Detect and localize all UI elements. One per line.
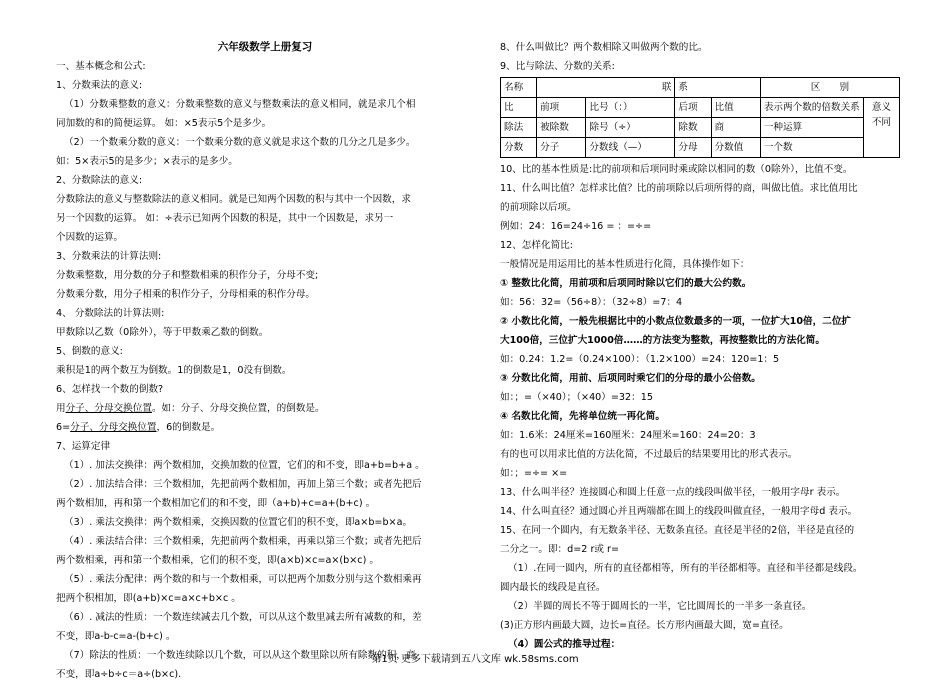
subheading: 3、分数乘法的计算法则: [56, 251, 162, 262]
table-cell: 分数 [501, 138, 537, 158]
text-line: 一般情况是用运用比的基本性质进行化简，具体操作如下： [500, 259, 750, 270]
table-cell: 后项 [675, 98, 711, 118]
text-line: （1）分数乘整数的意义：分数乘整数的意义与整数乘法的意义相同，就是求几个相 [64, 99, 416, 110]
text-line: （5）. 乘法分配律：两个数的和与一个数相乘，可以把两个加数分别与这个数相乘再 [64, 574, 422, 585]
text-line: 13、什么叫半径？连接圆心和圆上任意一点的线段叫做半径，一般用字母r 表示。 [500, 487, 846, 498]
bold-rule: 大100倍，三位扩大1000倍……的方法变为整数，再按整数比的方法化简。 [500, 335, 825, 346]
bold-rule: ③ 分数比化简，用前、后项同时乘它们的分母的最小公倍数。 [500, 373, 761, 384]
table-cell: 比值 [711, 98, 760, 118]
subheading: 6、怎样找一个数的倒数? [56, 384, 164, 395]
text-line: 9、比与除法、分数的关系: [500, 61, 615, 72]
text-line: 8、什么叫做比？两个数相除又叫做两个数的比。 [500, 42, 708, 53]
table-cell: 除法 [501, 118, 537, 138]
table-row [501, 118, 900, 138]
text-line: 15、在同一个圆内，有无数条半径、无数条直径。直径是半径的2倍，半径是直径的 [500, 525, 855, 536]
text-line: （2）. 加法结合律：三个数相加，先把前两个数相加，再加上第三个数；或者先把后 [64, 479, 422, 490]
left-column [56, 38, 474, 684]
text-line: 分数乘整数，用分数的分子和整数相乘的积作分子，分母不变; [56, 270, 319, 281]
text-line: 二分之一。即：d=2 r或 r= [500, 544, 620, 555]
text-line: 不变，即a÷b÷c＝a÷(b×c). [56, 669, 182, 680]
subheading: 12、怎样化简比: [500, 240, 574, 251]
right-column [500, 38, 904, 654]
text-line: （3）. 乘法交换律：两个数相乘，交换因数的位置它们的积不变，即a×b=b×a。 [64, 517, 413, 528]
text-line: 个因数的运算。 [56, 232, 124, 243]
subheading: 5、倒数的意义: [56, 346, 123, 357]
underlined-phrase: 分子、分母交换位置 [70, 422, 157, 433]
text-line: (3)正方形内画最大圆，边长=直径。长方形内画最大圆，宽=直径。 [500, 620, 789, 631]
bold-rule: （4）圆公式的推导过程： [508, 639, 621, 650]
table-cell: 前项 [537, 98, 586, 118]
text-line: 两个数相乘，再和第一个数相乘，它们的积不变，即(a×b)×c=a×(b×c) 。 [56, 555, 379, 566]
subheading: 1、分数乘法的意义: [56, 80, 143, 91]
section-heading: 一、基本概念和公式: [56, 61, 146, 72]
comparison-table [500, 77, 900, 158]
bold-rule: ① 整数比化简，用前项和后项同时除以它们的最大公约数。 [500, 278, 752, 289]
text-line: 如：5×表示5的是多少；×表示的是多少。 [56, 156, 238, 167]
text-line: 不变，即a-b-c=a-(b+c) 。 [56, 631, 176, 642]
table-cell: 联 [537, 78, 675, 98]
text-line: 11、什么叫比值？怎样求比值？比的前项除以后项所得的商，叫做比值。求比值用比 [500, 183, 858, 194]
text-line: 乘积是1的两个数互为倒数。1的倒数是1，0没有倒数。 [56, 365, 292, 376]
table-cell: 分母 [675, 138, 711, 158]
table-cell: 分数线（—） [586, 138, 675, 158]
table-header-row [501, 78, 900, 98]
table-cell: 一种运算 [760, 118, 863, 138]
text-line: 例如：24：16=24÷16 = ：=÷= [500, 221, 652, 232]
text-line: 把两个积相加，即(a+b)×c=a×c+b×c 。 [56, 593, 241, 604]
table-cell: 一个数 [760, 138, 863, 158]
text-line: 的前项除以后项。 [500, 202, 577, 213]
subheading: 7、运算定律 [56, 441, 111, 452]
text-line: 分数乘分数，用分子相乘的积作分子，分母相乘的积作分母。 [56, 289, 316, 300]
table-row [501, 138, 900, 158]
text-line: （1）. 加法交换律：两个数相加，交换加数的位置，它们的和不变，即a+b=b+a 。 [64, 460, 425, 471]
table-cell: 表示两个数的倍数关系 [760, 98, 863, 118]
table-cell: 除数 [675, 118, 711, 138]
text-line: （1）.在同一圆内，所有的直径都相等，所有的半径都相等。直径和半径都是线段。 [508, 563, 863, 574]
table-cell: 除号（÷） [586, 118, 675, 138]
table-cell: 分子 [537, 138, 586, 158]
text-line: （2）一个数乘分数的意义：一个数乘分数的意义就是求这个数的几分之几是多少。 [64, 137, 416, 148]
table-row [501, 98, 900, 118]
table-cell: 分数值 [711, 138, 760, 158]
bold-rule: ④ 名数比化简，先将单位统一再化简。 [500, 411, 665, 422]
text-line: 6=分子、分母交换位置，6的倒数是。 [56, 422, 221, 433]
text-line: 另一个因数的运算。 如：÷表示已知两个因数的积是，其中一个因数是，求另一 [56, 213, 394, 224]
text-line: （7）除法的性质：一个数连续除以几个数，可以从这个数里除以所有除数的积，商 [64, 650, 416, 661]
text-line: （6）. 减法的性质：一个数连续减去几个数，可以从这个数里减去所有减数的和，差 [64, 612, 422, 623]
text-line: 如：1.6米：24厘米=160厘米：24厘米=160：24=20：3 [500, 430, 756, 441]
text-line: 10、比的基本性质是:比的前项和后项同时乘或除以相同的数（0除外），比值不变。 [500, 164, 853, 175]
text-line: 两个数相加，再和第一个数相加它们的和不变，即（a+b)+c=a+(b+c) 。 [56, 498, 376, 509]
text-line: 如：56：32=（56÷8）：（32÷8）=7：4 [500, 297, 683, 308]
text-line: 14、什么叫直径？通过圆心并且两端都在圆上的线段叫做直径，一般用字母d 表示。 [500, 506, 858, 517]
page-footer: 第1页 更多下载请到五八文库 wk.58sms.com [371, 654, 579, 665]
underlined-phrase: 分子、分母交换位置 [65, 403, 152, 414]
bold-rule: ② 小数比化简，一般先根据比中的小数点位数最多的一项，一位扩大10倍，二位扩 [500, 316, 851, 327]
text-line: 圆内最长的线段是直径。 [500, 582, 606, 593]
text-line: 如：；=÷= ×= [500, 468, 568, 479]
subheading: 4、 分数除法的计算法则: [56, 308, 165, 319]
text-line: 如：0.24：1.2=（0.24×100）：（1.2×100）=24：120=1：5 [500, 354, 780, 365]
text-line: 甲数除以乙数（0除外），等于甲数乘乙数的倒数。 [56, 327, 269, 338]
text-line: （2）半圆的周长不等于圆周长的一半，它比圆周长的一半多一条直径。 [508, 601, 812, 612]
table-cell: 比 [501, 98, 537, 118]
text-line: 分数除法的意义与整数除法的意义相同。就是已知两个因数的积与其中一个因数，求 [56, 194, 411, 205]
text-line: 如：；=（×40）；（×40）=32：15 [500, 392, 653, 403]
table-cell: 比号（：） [586, 98, 675, 118]
subheading: 2、分数除法的意义: [56, 175, 143, 186]
text-line: 用分子、分母交换位置。如：分子、分母交换位置，的倒数是。 [56, 403, 325, 414]
text-line: （4）. 乘法结合律：三个数相乘，先把前两个数相乘，再乘以第三个数；或者先把后 [64, 536, 422, 547]
text-line: 有的也可以用求比值的方法化简，不过最后的结果要用比的形式表示。 [500, 449, 798, 460]
table-cell: 区 别 [760, 78, 899, 98]
page-title: 六年级数学上册复习 [217, 41, 313, 53]
table-cell: 系 [675, 78, 760, 98]
text-line: 同加数的和的简便运算。 如：×5表示5个是多少。 [56, 118, 272, 129]
table-cell: 商 [711, 118, 760, 138]
table-cell: 意义 不同 [863, 98, 899, 158]
table-cell: 名称 [501, 78, 537, 98]
table-cell: 被除数 [537, 118, 586, 138]
